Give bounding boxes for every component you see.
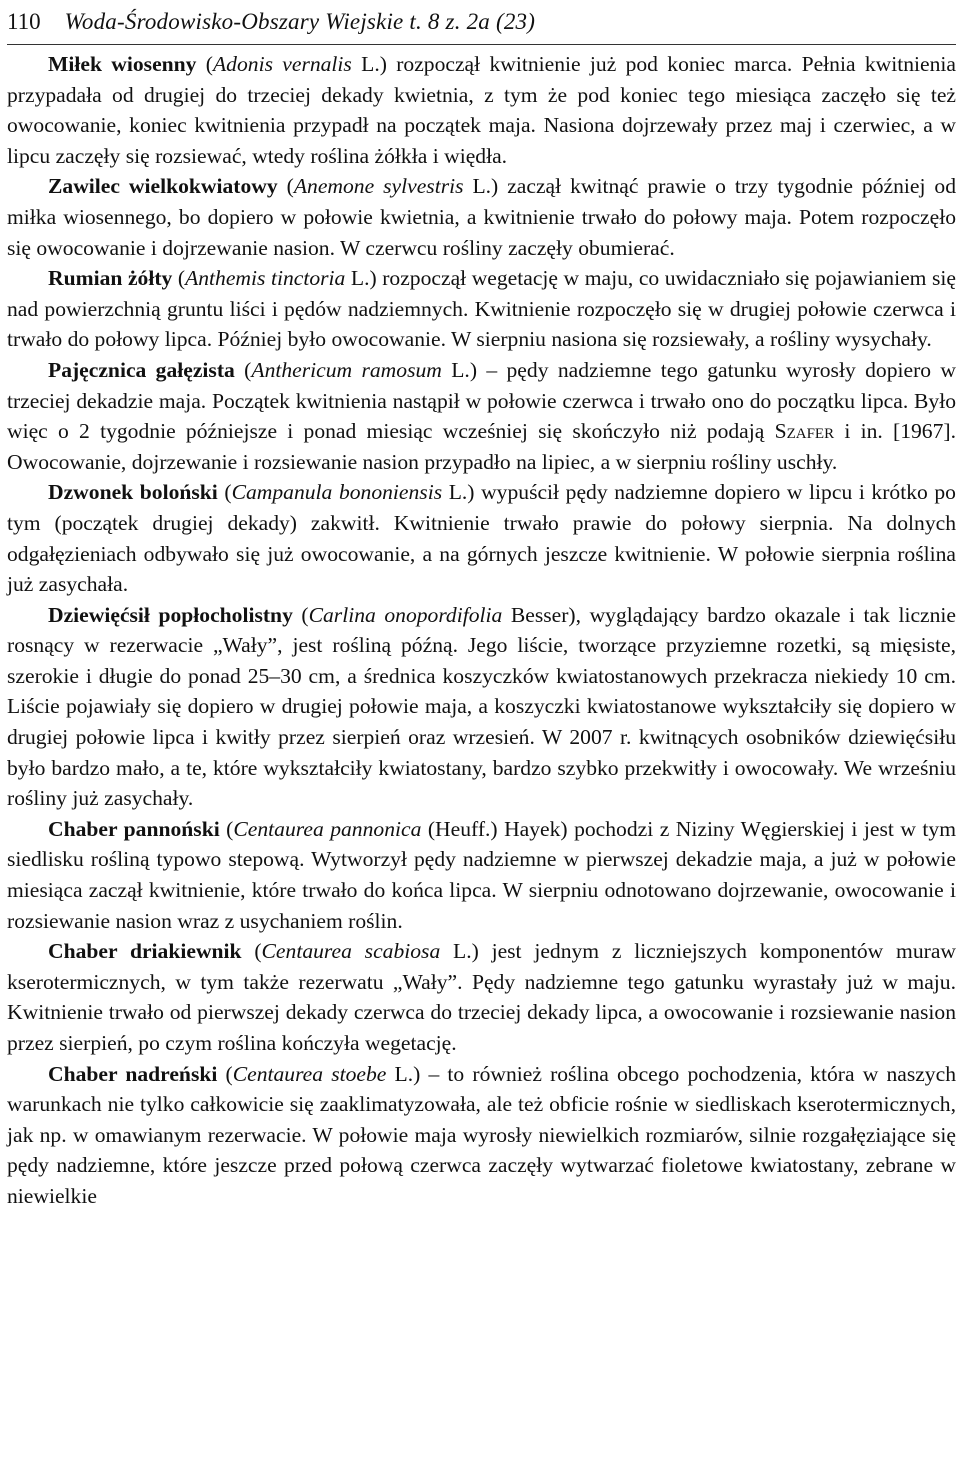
latin-name: Anemone sylvestris — [293, 174, 464, 199]
latin-name: Centaurea scabiosa — [261, 939, 441, 964]
latin-name: Centaurea pannonica — [233, 816, 422, 841]
article-body — [7, 49, 956, 1212]
paragraph-text: L.) rozpoczął kwitnienie już pod koniec marca. Pełnia kwitnienia przypadała od drugiej do trzeciej dekady kwietnia, z tym że pod koniec tego miesiąca zaczęło się też owocowanie, koniec kwitnienia przypadł na początek maja. Nasiona dojrzewały przez maj i czerwiec, a w lipcu zaczęły się rozsiewać, wtedy roślina żółkła i więdła. — [7, 52, 957, 168]
species-name: Zawilec wielkokwiatowy — [48, 174, 278, 199]
latin-name: Centaurea stoebe — [232, 1061, 387, 1086]
latin-name: Anthericum ramosum — [251, 357, 442, 382]
journal-title: Woda-Środowisko-Obszary Wiejskie t. 8 z. 2a (23) — [64, 9, 536, 34]
paragraph-adonis: Miłek wiosenny (Adonis vernalis L.) rozpoczął kwitnienie już pod koniec marca. Pełnia kwitnienia przypadała od drugiej do trzeciej dekady kwietnia, z tym że pod koniec tego miesiąca zaczęło się też owocowanie, koniec kwitnienia przypadł na początek maja. Nasiona dojrzewały przez maj i czerwiec, a w lipcu zaczęły się rozsiewać, wtedy roślina żółkła i więdła. — [7, 52, 957, 168]
latin-name: Anthemis tinctoria — [185, 266, 346, 291]
paragraph-text: L.) – pędy nadziemne tego gatunku wyrosły dopiero w trzeciej dekadzie maja. Początek kwitnienia nastąpił w połowie czerwca i trwało ono do początku lipca. Było więc o 2 tygodnie późniejsze i ponad miesiąc wcześniej się skończyło niż podają — [7, 357, 957, 444]
paragraph-text: Besser), wyglądający bardzo okazale i tak licznie rosnący w rezerwacie „Wały”, jest rośliną późną. Jego liście, tworzące przyziemne rozetki, są mięsiste, szerokie i długie do ponad 25–30 cm, a średnica koszyczków kwiatostanowych przekracza niekiedy 10 cm. Liście pojawiały się dopiero w drugiej połowie maja, a koszyczki kwiatostanowe wykształciły się dopiero w drugiej połowie lipca i kwitły przez sierpień oraz wrzesień. W 2007 r. kwitnących osobników dziewięćsiłu było bardzo mało, a te, które wykształciły kwiatostany, bardzo szybko przekwitły i owocowały. We wrześniu rośliny już zasychały. — [7, 602, 956, 811]
paragraph-text: (Heuff.) Hayek) pochodzi z Niziny Węgierskiej i jest w tym siedlisku rośliną typowo stepową. Wytworzył pędy nadziemne w pierwszej dekadzie maja, a już w połowie miesiąca zaczął kwitnienie, które trwało do końca lipca. W sierpniu odnotowano dojrzewanie, owocowanie i rozsiewanie nasion wraz z usychaniem roślin. — [7, 816, 956, 933]
paragraph-carlina: Dziewięćsił popłocholistny (Carlina onopordifolia Besser), wyglądający bardzo okazale i tak licznie rosnący w rezerwacie „Wały”, jest rośliną późną. Jego liście, tworzące przyziemne rozetki, są mięsiste, szerokie i długie do ponad 25–30 cm, a średnica koszyczków kwiatostanowych przekracza niekiedy 10 cm. Liście pojawiały się dopiero w drugiej połowie maja, a koszyczki kwiatostanowe wykształciły się dopiero w drugiej połowie lipca i kwitły przez sierpień oraz wrzesień. W 2007 r. kwitnących osobników dziewięćsiłu było bardzo mało, a te, które wykształciły kwiatostany, bardzo szybko przekwitły i owocowały. We wrześniu rośliny już zasychały. — [7, 602, 956, 811]
latin-name: Carlina onopordifolia — [308, 602, 503, 627]
page-number: 110 — [7, 9, 41, 34]
paragraph-anthemis: Rumian żółty (Anthemis tinctoria L.) rozpoczął wegetację w maju, co uwidaczniało się pojawianiem się nad powierzchnią gruntu liści i pędów nadziemnych. Kwitnienie rozpoczęło się w drugiej połowie czerwca i trwało do połowy lipca. Później było owocowanie. W sierpniu nasiona się rozsiewały, a rośliny wysychały. — [7, 266, 957, 352]
running-header — [7, 0, 956, 45]
species-name: Rumian żółty — [48, 266, 173, 291]
paragraph-text: L.) wypuścił pędy nadziemne dopiero w lipcu i krótko po tym (początek drugiej dekady) zakwitł. Kwitnienie trwało prawie do połowy sierpnia. Na dolnych odgałęzieniach odbywało się już owocowanie, a na górnych jeszcze kwitnienie. W połowie sierpnia roślina już zasychała. — [7, 480, 956, 597]
paragraph-centaurea-pannonica: Chaber pannoński (Centaurea pannonica (Heuff.) Hayek) pochodzi z Niziny Węgierskiej i jest w tym siedlisku rośliną typowo stepową. Wytworzył pędy nadziemne w pierwszej dekadzie maja, a już w połowie miesiąca zaczął kwitnienie, które trwało do końca lipca. W sierpniu odnotowano dojrzewanie, owocowanie i rozsiewanie nasion wraz z usychaniem roślin. — [7, 816, 956, 933]
species-name: Dziewięćsił popłocholistny — [48, 602, 293, 627]
species-name: Pajęcznica gałęzista — [48, 357, 235, 382]
paragraph-text: L.) zaczął kwitnąć prawie o trzy tygodnie później od miłka wiosennego, bo dopiero w połowie kwietnia, a kwitnienie trwało do połowy maja. Potem rozpoczęło się owocowanie i dojrzewanie nasion. W czerwcu rośliny zaczęły obumierać. — [7, 174, 957, 260]
latin-name: Campanula bononiensis — [231, 480, 443, 505]
paragraph-text-cont: i in. [1967]. Owocowanie, dojrzewanie i rozsiewanie nasion przypadło na lipiec, a w sierpniu rośliny uschły. — [7, 419, 956, 474]
paragraph-anthericum: Pajęcznica gałęzista (Anthericum ramosum L.) – pędy nadziemne tego gatunku wyrosły dopiero w trzeciej dekadzie maja. Początek kwitnienia nastąpił w połowie czerwca i trwało ono do początku lipca. Było więc o 2 tygodnie późniejsze i ponad miesiąc wcześniej się skończyło niż podają Szafer i in. [1967]. Owocowanie, dojrzewanie i rozsiewanie nasion przypadło na lipiec, a w sierpniu rośliny uschły. — [7, 357, 957, 474]
latin-name: Adonis vernalis — [212, 52, 352, 76]
cited-author: Szafer — [774, 419, 835, 444]
paragraph-centaurea-stoebe: Chaber nadreński (Centaurea stoebe L.) – to również roślina obcego pochodzenia, która w naszych warunkach nie tylko całkowicie się zaaklimatyzowała, ale też obficie rośnie w siedliskach kserotermicznych, jak np. w omawianym rezerwacie. W połowie maja wyrosły niewielkich rozmiarów, silnie rozgałęziające się pędy nadziemne, które jeszcze przed połową czerwca zaczęły wytwarzać fioletowe kwiatostany, zebrane w niewielkie — [7, 1061, 956, 1208]
paragraph-text: L.) rozpoczął wegetację w maju, co uwidaczniało się pojawianiem się nad powierzchnią gruntu liści i pędów nadziemnych. Kwitnienie rozpoczęło się w drugiej połowie czerwca i trwało do połowy lipca. Później było owocowanie. W sierpniu nasiona się rozsiewały, a rośliny wysychały. — [7, 266, 957, 352]
paragraph-anemone: Zawilec wielkokwiatowy (Anemone sylvestris L.) zaczął kwitnąć prawie o trzy tygodnie później od miłka wiosennego, bo dopiero w połowie kwietnia, a kwitnienie trwało do połowy maja. Potem rozpoczęło się owocowanie i dojrzewanie nasion. W czerwcu rośliny zaczęły obumierać. — [7, 174, 957, 260]
paragraph-text: L.) jest jednym z liczniejszych komponentów muraw kserotermicznych, w tym także rezerwatu „Wały”. Pędy nadziemne tego gatunku wyrastały już w maju. Kwitnienie trwało od pierwszej dekady czerwca do trzeciej dekady lipca, a owocowanie i rozsiewanie nasion przez sierpień, po czym roślina kończyła wegetację. — [7, 939, 957, 1055]
paragraph-campanula: Dzwonek boloński (Campanula bononiensis L.) wypuścił pędy nadziemne dopiero w lipcu i krótko po tym (początek drugiej dekady) zakwitł. Kwitnienie trwało prawie do połowy sierpnia. Na dolnych odgałęzieniach odbywało się już owocowanie, a na górnych jeszcze kwitnienie. W połowie sierpnia roślina już zasychała. — [7, 480, 956, 597]
species-name: Chaber nadreński — [48, 1061, 218, 1086]
species-name: Miłek wiosenny — [48, 52, 197, 76]
species-name: Chaber driakiewnik — [48, 939, 242, 964]
paragraph-centaurea-scabiosa: Chaber driakiewnik (Centaurea scabiosa L.) jest jednym z liczniejszych komponentów muraw kserotermicznych, w tym także rezerwatu „Wały”. Pędy nadziemne tego gatunku wyrastały już w maju. Kwitnienie trwało od pierwszej dekady czerwca do trzeciej dekady lipca, a owocowanie i rozsiewanie nasion przez sierpień, po czym roślina kończyła wegetację. — [7, 939, 957, 1055]
paragraph-text: L.) – to również roślina obcego pochodzenia, która w naszych warunkach nie tylko całkowicie się zaaklimatyzowała, ale też obficie rośnie w siedliskach kserotermicznych, jak np. w omawianym rezerwacie. W połowie maja wyrosły niewielkich rozmiarów, silnie rozgałęziające się pędy nadziemne, które jeszcze przed połową czerwca zaczęły wytwarzać fioletowe kwiatostany, zebrane w niewielkie — [7, 1061, 956, 1208]
species-name: Dzwonek boloński — [48, 480, 218, 505]
species-name: Chaber pannoński — [48, 816, 220, 841]
